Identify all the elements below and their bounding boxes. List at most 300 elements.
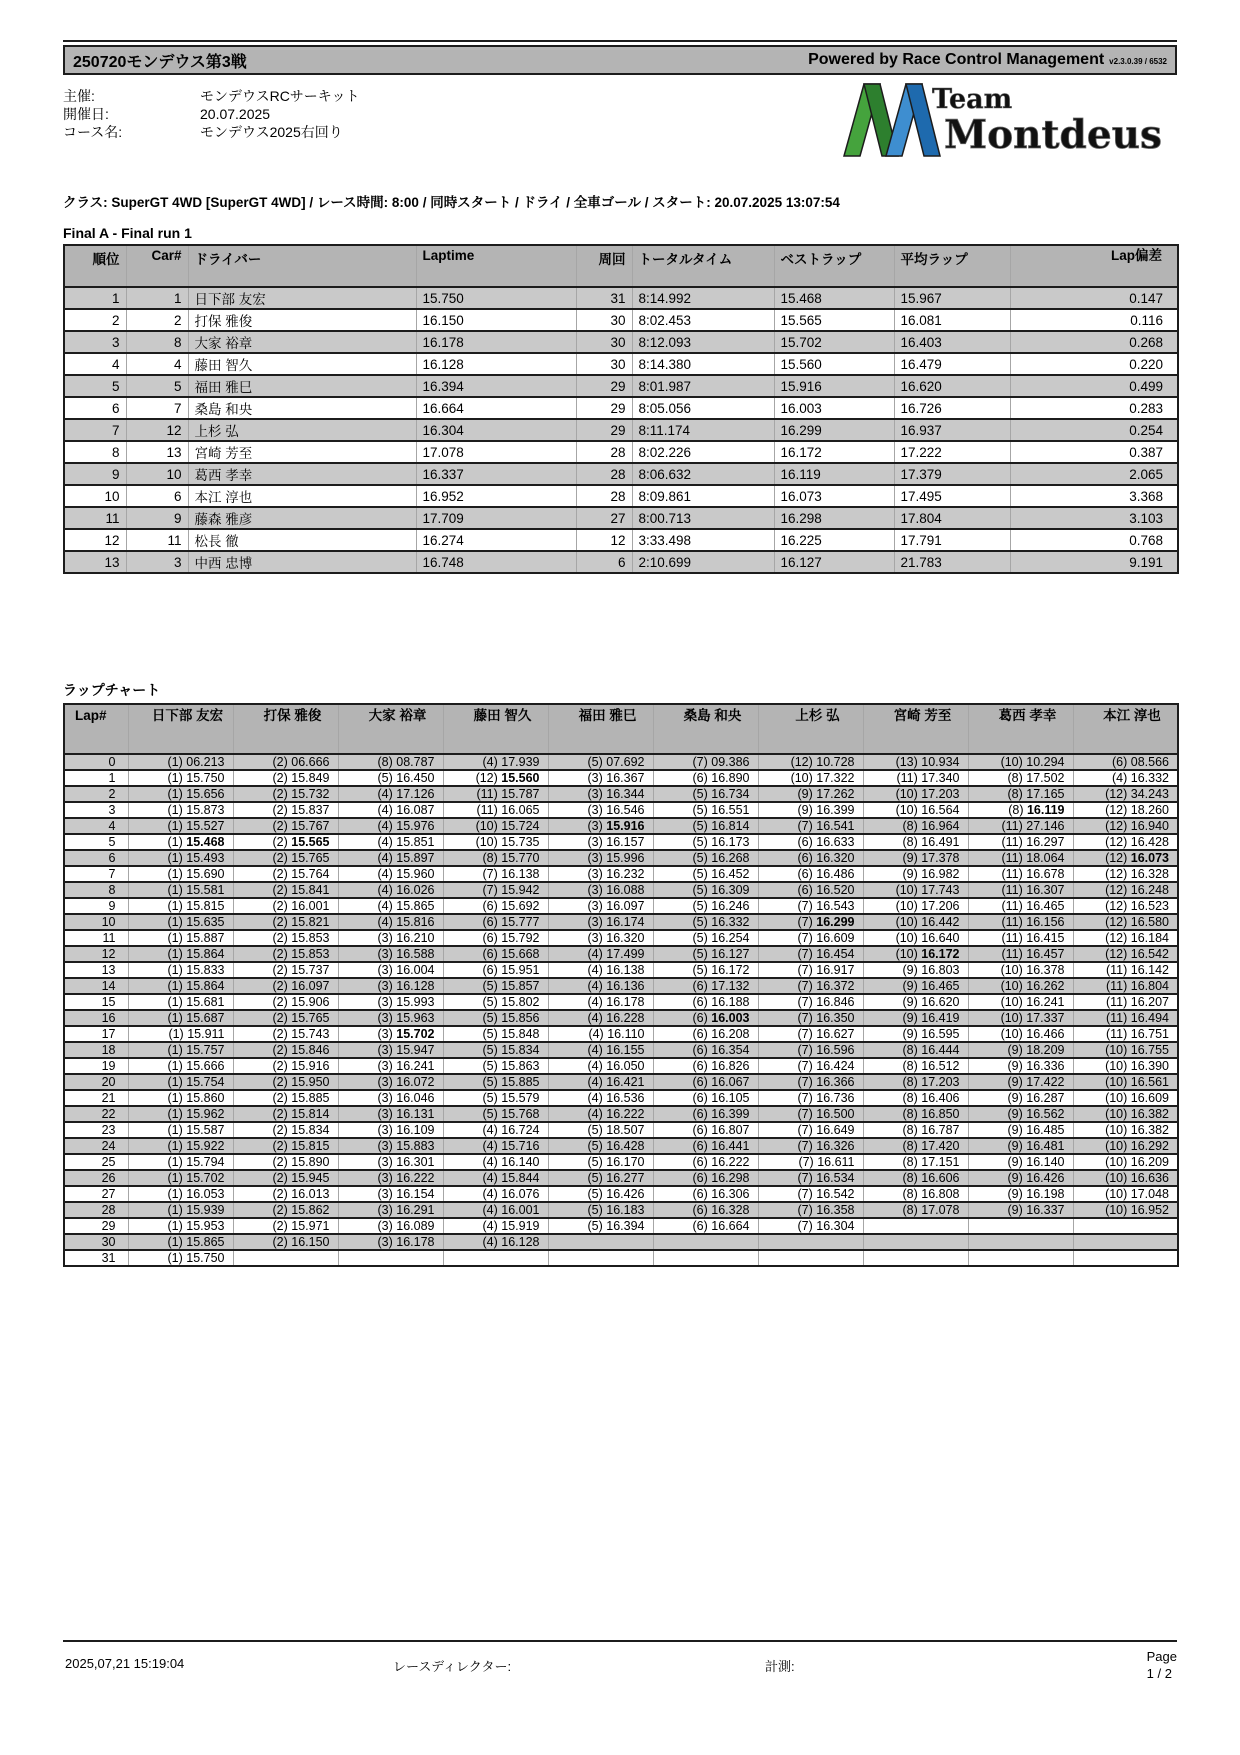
lap-time: 15.737 [291,963,330,977]
lap-position: (10) [475,819,502,833]
lap-position: (2) [272,963,292,977]
lap-time-cell [338,994,443,1010]
lap-time: 16.609 [1130,1091,1169,1105]
results-cell: 15.750 [416,287,576,309]
lap-time-cell [863,930,968,946]
lap-time: 15.856 [501,1011,540,1025]
results-header-cell: Car# [126,245,188,287]
lap-time-cell [863,978,968,994]
lapchart-row [64,1170,1178,1186]
lap-time-cell [863,1234,968,1250]
lap-position: (11) [476,803,502,817]
lap-time-cell [233,930,338,946]
lap-time-cell [1073,818,1178,834]
lap-time-cell [548,834,653,850]
lapchart-row [64,754,1178,770]
lap-position: (6) [692,979,712,993]
lapchart-row [64,802,1178,818]
lap-position: (10) [895,803,922,817]
lap-time: 16.751 [1130,1027,1169,1041]
lap-position: (1) [168,1027,188,1041]
results-cell: 28 [576,463,632,485]
lap-position: (4) [377,819,397,833]
results-cell: 10 [104,488,120,504]
results-header-cell: Lap偏差 [1010,245,1178,287]
lap-time-cell [653,978,758,994]
results-cell: 12 [576,529,632,551]
results-cell: 6 [126,485,188,507]
lap-position: (3) [377,995,397,1009]
lap-time-cell [758,786,863,802]
results-cell: 8:02.226 [632,441,774,463]
lap-time-cell [1073,850,1178,866]
lap-position: (1) [167,851,187,865]
lapchart-section-title: ラップチャート [63,682,161,698]
lap-number-cell: 28 [101,1203,116,1217]
results-cell: 8:06.632 [632,463,774,485]
lap-position: (3) [377,1155,397,1169]
results-cell: 31 [576,287,632,309]
lap-position: (3) [377,1091,397,1105]
lap-position: (5) [692,883,712,897]
lap-position: (4) [377,835,397,849]
lap-time: 17.502 [1026,771,1065,785]
lap-time-cell [233,1122,338,1138]
lap-time-cell [233,834,338,850]
lap-time: 15.468 [186,835,225,849]
lap-time: 16.917 [816,963,855,977]
lap-number-cell: 3 [108,803,116,817]
lap-time: 15.690 [186,867,225,881]
lap-position: (1) [167,1011,187,1025]
lap-position: (11) [1001,931,1027,945]
lap-time: 06.666 [291,755,330,769]
lap-position: (1) [167,1123,187,1137]
results-cell: 藤田 智久 [188,353,416,375]
lap-time: 16.001 [291,899,330,913]
lap-position: (10) [1000,963,1027,977]
lap-time: 15.993 [396,995,435,1009]
lap-position: (7) [692,755,712,769]
results-header-cell: 周回 [576,245,632,287]
lap-time-cell [758,978,863,994]
lap-time-cell [968,898,1073,914]
lap-position: (7) [797,1043,817,1057]
lap-time: 16.588 [396,947,435,961]
results-cell: 3 [126,551,188,573]
lap-time-cell [443,1026,548,1042]
lap-time: 16.109 [396,1123,435,1137]
lap-position: (3) [377,1187,397,1201]
results-cell: 3 [111,334,120,350]
lap-time-cell [863,1074,968,1090]
lap-position: (2) [272,835,292,849]
lapchart-table [63,703,1179,1267]
results-cell: 8:01.987 [632,375,774,397]
lap-time-cell [128,978,233,994]
lap-time-cell [233,1058,338,1074]
lap-number-cell: 30 [101,1235,116,1249]
lap-time-cell [338,962,443,978]
results-cell: 17.222 [894,441,1010,463]
lap-time-cell [758,850,863,866]
lap-time: 06.213 [186,755,225,769]
lap-time: 16.512 [921,1059,960,1073]
results-cell: 16.748 [416,551,576,573]
lap-time-cell [338,930,443,946]
lap-position: (6) [692,1203,712,1217]
results-header-row [64,245,1178,287]
lap-time-cell [863,850,968,866]
lap-time: 15.815 [186,899,225,913]
lap-time: 18.507 [606,1123,645,1137]
lap-position: (2) [272,1091,292,1105]
lapchart-row [64,1074,1178,1090]
lap-time-cell [233,914,338,930]
lap-position: (9) [902,979,922,993]
lapchart-driver-header: 打保 雅俊 [233,704,338,754]
lap-position: (10) [1105,1091,1131,1105]
lap-position: (2) [272,883,292,897]
results-cell: 5 [111,378,120,394]
lap-position: (7) [797,995,817,1009]
lap-time: 16.366 [816,1075,855,1089]
results-cell: 15.916 [774,375,894,397]
results-cell: 8:05.056 [632,397,774,419]
lap-time-cell [548,1138,653,1154]
lap-position: (2) [272,755,292,769]
lap-time-cell [1073,1250,1178,1266]
lap-time-cell [758,818,863,834]
lap-position: (2) [272,1219,292,1233]
lap-time-cell [128,1234,233,1250]
lap-position: (6) [692,1011,712,1025]
lap-time: 16.486 [816,867,855,881]
lap-time-cell [443,1218,548,1234]
lap-time: 16.150 [291,1235,330,1249]
results-cell: 15.560 [774,353,894,375]
lap-time: 16.649 [816,1123,855,1137]
results-cell: 30 [576,331,632,353]
lap-time: 16.001 [501,1203,540,1217]
lap-number-cell: 26 [101,1171,116,1185]
lap-position: (1) [167,755,187,769]
lap-time: 16.299 [816,915,855,929]
lap-time-cell [653,1186,758,1202]
lap-time-cell [863,1122,968,1138]
lap-time: 15.862 [291,1203,330,1217]
lap-position: (12) [1105,883,1131,897]
lap-position: (6) [482,931,502,945]
lap-position: (6) [482,915,502,929]
lap-time-cell [653,866,758,882]
lap-time: 15.996 [606,851,645,865]
lap-time: 16.640 [921,931,960,945]
lap-time-cell [968,1090,1073,1106]
lap-time: 16.210 [396,931,435,945]
lap-position: (4) [377,883,397,897]
lap-time: 15.687 [186,1011,225,1025]
results-cell: 3.368 [1010,485,1178,507]
results-cell: 11 [105,510,120,526]
lap-time: 16.826 [711,1059,750,1073]
lap-time-cell [548,1202,653,1218]
lap-time-cell [338,770,443,786]
lap-time-cell [548,994,653,1010]
lap-position: (4) [587,1107,607,1121]
lap-time: 27.146 [1026,819,1065,833]
lap-position: (4) [377,787,397,801]
lap-position: (7) [482,867,502,881]
lap-time-cell [968,914,1073,930]
lap-position: (2) [272,787,292,801]
lap-time: 16.268 [711,851,750,865]
lap-time: 16.428 [606,1139,645,1153]
lap-time: 16.154 [396,1187,435,1201]
lap-time-cell [128,1138,233,1154]
lap-time-cell [443,1250,548,1266]
lap-time: 16.546 [606,803,645,817]
lap-position: (1) [167,931,187,945]
lap-position: (8) [1007,787,1027,801]
lap-position: (9) [1007,1171,1027,1185]
results-cell: 16.952 [416,485,576,507]
lap-position: (10) [1105,1059,1131,1073]
lap-time-cell [548,1122,653,1138]
lap-time-cell [338,1010,443,1026]
lap-position: (1) [167,867,187,881]
lap-time-cell [443,850,548,866]
lap-time: 16.188 [711,995,750,1009]
lap-time-cell [548,914,653,930]
results-cell: 29 [576,419,632,441]
lap-position: (12) [1105,803,1131,817]
lap-position: (1) [167,1187,187,1201]
lap-time: 15.565 [291,835,330,849]
lap-position: (10) [1000,979,1027,993]
results-cell: 4 [111,356,120,372]
lap-time: 15.963 [396,1011,435,1025]
lap-position: (4) [482,1155,502,1169]
lap-time-cell [233,946,338,962]
lap-time-cell [548,1234,653,1250]
lap-position: (3) [587,931,607,945]
lap-time: 16.140 [501,1155,540,1169]
lap-time: 15.765 [291,1011,330,1025]
lap-time-cell [338,1090,443,1106]
lap-time: 15.768 [501,1107,540,1121]
lap-time-cell [548,962,653,978]
lap-time-cell [548,754,653,770]
lap-time: 17.203 [921,787,960,801]
logo-montdeus-text: Montdeus [944,112,1162,158]
lap-time: 16.198 [1026,1187,1065,1201]
lap-number-cell: 27 [101,1187,116,1201]
lap-time: 08.787 [396,755,435,769]
lap-position: (2) [272,867,292,881]
lap-time-cell [863,1010,968,1026]
page-indicator [1147,1648,1177,1682]
lap-time-cell [758,1154,863,1170]
lap-time: 16.306 [711,1187,750,1201]
lap-position: (1) [167,803,187,817]
lap-time-cell [443,1154,548,1170]
lap-position: (12) [1105,915,1131,929]
lap-time-cell [863,1170,968,1186]
results-cell: 0.254 [1010,419,1178,441]
lap-time-cell [653,1106,758,1122]
results-cell: 0.116 [1010,309,1178,331]
lap-time: 15.560 [501,771,540,785]
lap-number-cell: 5 [108,835,116,849]
lap-time-cell [653,1234,758,1250]
lap-time: 15.493 [186,851,225,865]
lap-time-cell [443,786,548,802]
lap-time-cell [233,1138,338,1154]
lap-time: 16.442 [921,915,960,929]
results-cell: 8:00.713 [632,507,774,529]
results-cell: 4 [126,353,188,375]
lap-number-cell: 29 [101,1219,116,1233]
lap-time: 16.523 [1130,899,1169,913]
lap-position: (3) [377,963,397,977]
print-timestamp: 2025,07,21 15:19:04 [65,1656,185,1671]
lap-time-cell [548,770,653,786]
lap-position: (5) [482,1027,502,1041]
lap-time: 16.457 [1026,947,1065,961]
lap-time: 15.702 [396,1027,435,1041]
lap-time-cell [968,1010,1073,1026]
lap-time-cell [128,962,233,978]
lap-time-cell [338,1186,443,1202]
lap-time-cell [443,866,548,882]
results-cell: 2 [126,309,188,331]
lap-time-cell [233,1170,338,1186]
lapchart-row [64,1250,1178,1266]
lap-time: 15.635 [186,915,225,929]
results-cell: 大家 裕章 [188,331,416,353]
lap-time-cell [1073,1058,1178,1074]
results-cell: 本江 淳也 [188,485,416,507]
lap-position: (5) [692,835,712,849]
lap-position: (3) [587,819,607,833]
lap-time: 16.595 [921,1027,960,1041]
lap-time-cell [443,1074,548,1090]
lap-number-cell: 10 [101,915,116,929]
lap-time: 16.394 [606,1219,645,1233]
lap-time-cell [1073,1090,1178,1106]
lap-time: 16.846 [816,995,855,1009]
lap-position: (1) [167,835,187,849]
lap-time-cell [548,802,653,818]
lap-time-cell [233,1202,338,1218]
results-row [64,397,1178,419]
lap-time: 16.627 [816,1027,855,1041]
lap-position: (7) [797,963,817,977]
lap-time: 15.873 [186,803,225,817]
lap-position: (1) [167,1203,187,1217]
lap-time-cell [758,1106,863,1122]
lap-time-cell [443,754,548,770]
lap-time: 17.132 [711,979,750,993]
lap-position: (12) [1105,787,1131,801]
lap-position: (10) [1000,1011,1027,1025]
lap-position: (1) [167,1219,187,1233]
lapchart-row [64,962,1178,978]
lapchart-row [64,1058,1178,1074]
lapchart-driver-header: 上杉 弘 [758,704,863,754]
lap-position: (9) [1007,1107,1027,1121]
lap-time-cell [968,1026,1073,1042]
lap-position: (9) [797,787,817,801]
lap-position: (2) [272,899,292,913]
lap-time-cell [653,1074,758,1090]
lap-time: 16.415 [1026,931,1065,945]
lap-time-cell [653,1202,758,1218]
lap-time: 16.013 [291,1187,330,1201]
results-cell: 9.191 [1010,551,1178,573]
lap-position: (5) [587,1203,607,1217]
lap-position: (3) [587,915,607,929]
lap-time-cell [863,866,968,882]
lap-time: 15.942 [501,883,540,897]
lap-time: 16.465 [921,979,960,993]
lap-time: 15.692 [501,899,540,913]
lap-position: (7) [797,1011,817,1025]
lap-time: 15.802 [501,995,540,1009]
lap-time: 16.209 [1130,1155,1169,1169]
lap-time: 16.485 [1026,1123,1065,1137]
lap-position: (3) [377,1139,397,1153]
lap-position: (2) [272,1075,292,1089]
lap-time: 16.320 [606,931,645,945]
lap-time-cell [653,786,758,802]
lap-position: (2) [272,1203,292,1217]
results-table-body [64,287,1178,573]
lap-time-cell [548,1090,653,1106]
results-cell: 2.065 [1010,463,1178,485]
lap-position: (5) [692,867,712,881]
lap-position: (6) [797,867,817,881]
lap-time-cell [968,1058,1073,1074]
lap-position: (10) [895,947,922,961]
lap-position: (4) [377,915,397,929]
lap-time-cell [338,1170,443,1186]
lap-time: 15.681 [186,995,225,1009]
lap-time: 15.922 [186,1139,225,1153]
lap-position: (2) [272,915,292,929]
course-label: コース名: [63,124,123,140]
lap-position: (3) [377,947,397,961]
lap-position: (6) [692,1171,712,1185]
results-cell: 16.403 [894,331,1010,353]
lap-time-cell [653,1010,758,1026]
lap-time: 16.419 [921,1011,960,1025]
lap-position: (2) [272,771,292,785]
results-row [64,463,1178,485]
lap-time: 16.636 [1130,1171,1169,1185]
lap-time: 15.883 [396,1139,435,1153]
lapchart-row [64,994,1178,1010]
lap-position: (2) [272,1171,292,1185]
results-cell: 13 [104,554,120,570]
lap-position: (5) [587,1139,607,1153]
lap-time-cell [233,1010,338,1026]
lap-time: 15.916 [606,819,645,833]
lap-position: (6) [482,963,502,977]
results-cell: 16.274 [416,529,576,551]
lap-position: (9) [1007,1123,1027,1137]
